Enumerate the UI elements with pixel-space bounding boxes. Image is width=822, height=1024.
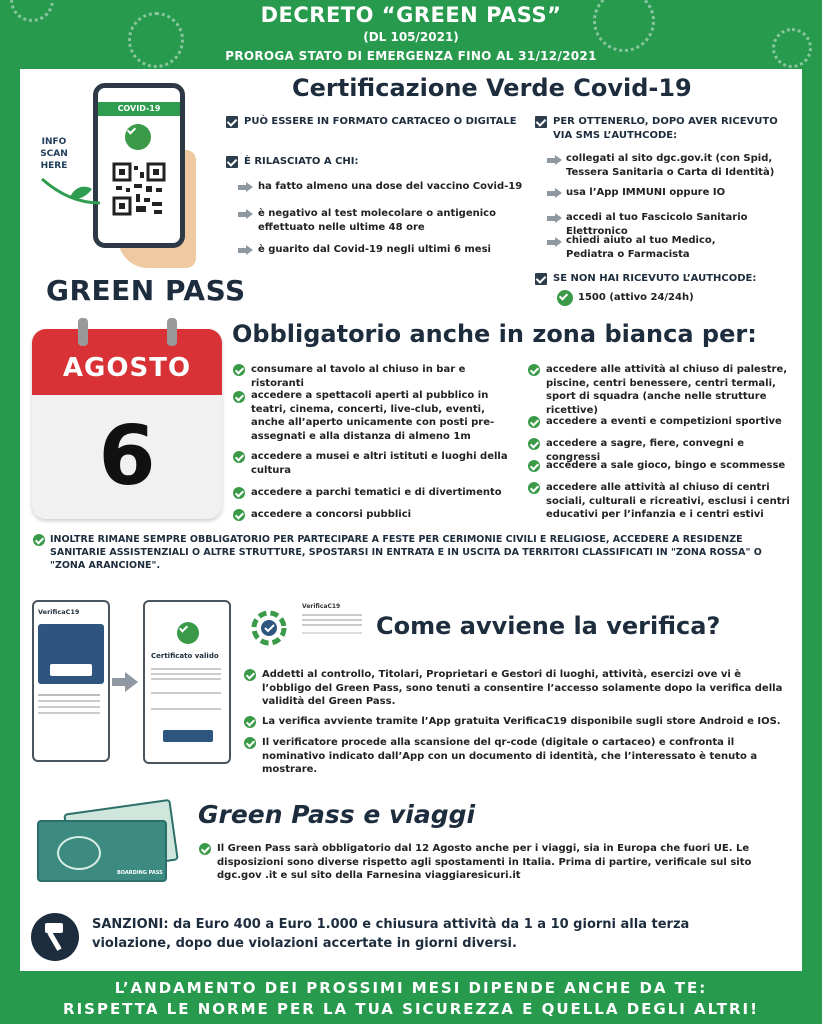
list-item: accedere a sagre, fiere, convegni e congressi	[546, 438, 744, 463]
list-item: accedi al tuo Fascicolo Sanitario Elettronico	[566, 212, 748, 237]
arrow-icon	[238, 245, 253, 255]
verifica-app-info-lines	[302, 614, 362, 616]
check-icon	[244, 737, 256, 749]
green-pass-label: GREEN PASS	[46, 274, 246, 307]
arrow-icon	[238, 209, 253, 219]
phone2-title: Certificato valido	[151, 652, 219, 660]
list-item: La verifica avviente tramite l’App gratuita VerificaC19 disponibile sugli store Android e IOS.	[262, 716, 781, 727]
obtain-bullet: PER OTTENERLO, DOPO AVER RICEVUTO VIA SMS L’AUTHCODE:	[553, 116, 778, 141]
footer-line-1: L’ANDAMENTO DEI PROSSIMI MESI DIPENDE ANCHE DA TE:	[114, 979, 708, 997]
page-footer	[0, 978, 822, 1020]
list-item: accedere a parchi tematici e di divertimento	[251, 487, 502, 498]
arrow-icon	[547, 213, 562, 223]
list-item: Addetti al controllo, Titolari, Proprietari e Gestori di luoghi, attività, esercizi ove vi è l’obbligo del Green Pass, sono tenuti a consentire l’accesso solamente dopo la verifica della validità del Green Pass.	[262, 669, 783, 707]
phone1-button	[50, 664, 92, 676]
leaf-arrow-icon	[40, 175, 102, 213]
check-icon	[233, 364, 245, 376]
checkbox-icon	[535, 273, 547, 285]
calendar-ring-icon	[167, 318, 177, 346]
calendar-month: AGOSTO	[62, 353, 192, 383]
footer-line-2: RISPETTA LE NORME PER LA TUA SICUREZZA E QUELLA DEGLI ALTRI!	[63, 1000, 759, 1018]
header-subtitle: (DL 105/2021)	[363, 30, 459, 44]
list-item: è guarito dal Covid-19 negli ultimi 6 mesi	[258, 244, 491, 255]
check-icon	[528, 416, 540, 428]
checkbox-icon	[535, 116, 547, 128]
list-item: accedere a spettacoli aperti al pubblico in teatri, cinema, concerti, live-club, eventi, anche all’aperto unicamente con posti pre-assegnati e alla distanza di almeno 1m	[251, 390, 495, 442]
check-icon	[177, 622, 199, 644]
phone-verifica-illustration	[32, 600, 110, 762]
phone-screen-header: COVID-19	[98, 102, 180, 116]
list-item: accedere a eventi e competizioni sportive	[546, 416, 782, 427]
check-icon	[244, 716, 256, 728]
verificac19-logo-icon	[245, 604, 293, 652]
list-item: usa l’App IMMUNI oppure IO	[566, 187, 726, 198]
phone2-button	[163, 730, 213, 742]
arrow-icon	[547, 237, 562, 247]
arrow-icon	[238, 182, 253, 192]
certificate-title: Certificazione Verde Covid-19	[292, 74, 692, 102]
list-item: accedere alle attività al chiuso di palestre, piscine, centri benessere, centri termali, sport di squadra (anche nelle strutture ricettive)	[546, 364, 788, 416]
list-item: accedere alle attività al chiuso di centri sociali, culturali e ricreativi, esclusi i centri educativi per l’infanzia e i centri estivi	[546, 482, 790, 520]
verification-title: Come avviene la verifica?	[376, 612, 721, 640]
format-bullet: PUÒ ESSERE IN FORMATO CARTACEO O DIGITALE	[244, 116, 517, 127]
phone-icon	[557, 290, 573, 306]
phone2-text-lines	[151, 668, 221, 670]
issued-bullet: È RILASCIATO A CHI:	[244, 156, 359, 167]
list-item: consumare al tavolo al chiuso in bar e ristoranti	[251, 364, 466, 389]
phone-illustration	[93, 83, 185, 248]
checkbox-icon	[226, 116, 238, 128]
obligation-title: Obbligatorio anche in zona bianca per:	[232, 320, 757, 348]
page-header	[0, 0, 822, 68]
sanctions-text: SANZIONI: da Euro 400 a Euro 1.000 e chiusura attività da 1 a 10 giorni alla terza violazione, dopo due violazioni accertate in giorni diversi.	[92, 917, 690, 951]
arrow-icon	[547, 188, 562, 198]
calendar-ring-icon	[78, 318, 88, 346]
checkbox-icon	[226, 156, 238, 168]
phone1-title: VerificaC19	[38, 608, 80, 616]
list-item: accedere a sale gioco, bingo e scommesse	[546, 460, 786, 471]
info-scan-label: INFO SCAN HERE	[40, 137, 68, 171]
check-icon	[528, 438, 540, 450]
phone-number: 1500 (attivo 24/24h)	[578, 292, 694, 303]
check-icon	[33, 534, 45, 546]
check-icon	[233, 391, 245, 403]
arrow-icon	[547, 155, 562, 165]
check-icon	[528, 482, 540, 494]
authcode-bullet: SE NON HAI RICEVUTO L’AUTHCODE:	[553, 273, 757, 284]
check-icon	[528, 364, 540, 376]
list-item: Il verificatore procede alla scansione del qr-code (digitale o cartaceo) e confronta il nominativo indicato dall’App con un documento di identità, che l’interessato è tenuto a mostrare.	[262, 737, 758, 775]
verifica-app-name: VerificaC19	[302, 603, 341, 610]
check-icon	[244, 669, 256, 681]
sanction-icon	[31, 913, 79, 961]
list-item: accedere a concorsi pubblici	[251, 509, 412, 520]
boarding-pass-icon	[37, 806, 177, 884]
obligation-note: INOLTRE RIMANE SEMPRE OBBLIGATORIO PER PARTECIPARE A FESTE PER CERIMONIE CIVILI E RELIGIOSE, ACCEDERE A RESIDENZE SANITARIE ASSISTENZIALI O ALTRE STRUTTURE, SPOSTARSI IN ENTRATA E IN USCITA DA TERRITORI CLASSIFICATI IN "ZONA ROSSA" O "ZONA ARANCIONE".	[50, 534, 762, 571]
boarding-pass-label: BOARDING PASS	[117, 870, 163, 876]
list-item: accedere a musei e altri istituti e luoghi della cultura	[251, 451, 508, 476]
check-icon	[125, 124, 151, 150]
check-icon	[199, 843, 211, 855]
calendar-icon	[32, 329, 222, 519]
check-icon	[233, 487, 245, 499]
phone1-text-lines	[38, 694, 100, 696]
header-title: DECRETO “GREEN PASS”	[260, 3, 562, 27]
list-item: chiedi aiuto al tuo Medico, Pediatra o Farmacista	[566, 235, 716, 260]
travel-text: Il Green Pass sarà obbligatorio dal 12 Agosto anche per i viaggi, sia in Europa che fuori UE. Le disposizioni sono diverse rispetto agli spostamenti in Italia. Prima di partire, verificale sul sito dgc.gov .it e sul sito della Farnesina viaggiaresicuri.it	[217, 843, 752, 881]
list-item: è negativo al test molecolare o antigenico effettuato nelle ultime 48 ore	[258, 208, 496, 233]
check-icon	[528, 460, 540, 472]
right-arrow-icon	[112, 674, 138, 688]
list-item: collegati al sito dgc.gov.it (con Spid, Tessera Sanitaria o Carta di Identità)	[566, 153, 775, 178]
travel-title: Green Pass e viaggi	[198, 800, 476, 829]
check-icon	[233, 451, 245, 463]
list-item: ha fatto almeno una dose del vaccino Covid-19	[258, 181, 523, 192]
header-extension: PROROGA STATO DI EMERGENZA FINO AL 31/12/2021	[225, 49, 597, 63]
calendar-day: 6	[98, 409, 156, 504]
check-icon	[233, 509, 245, 521]
phone-valid-illustration	[143, 600, 231, 764]
qr-code-icon	[112, 162, 166, 216]
